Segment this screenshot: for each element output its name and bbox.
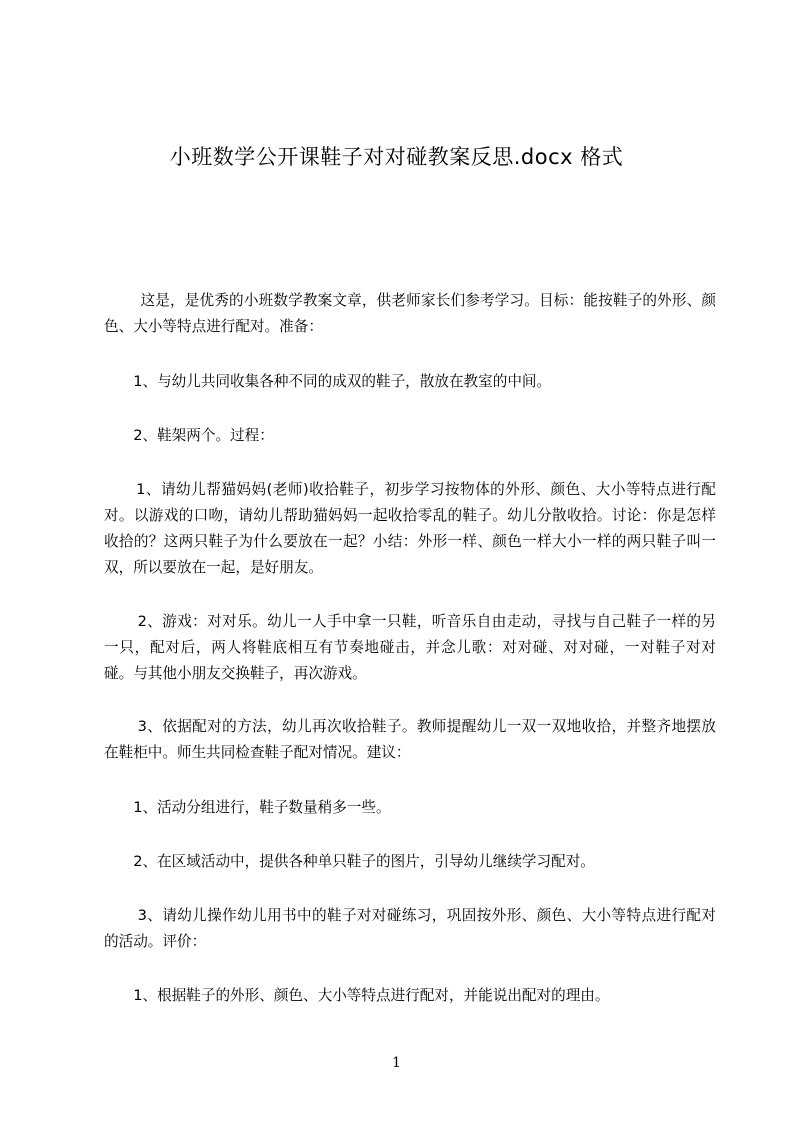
paragraph-prep-2: 2、鞋架两个。过程： [133, 427, 274, 444]
paragraph-suggestion-3: 3、请幼儿操作幼儿用书中的鞋子对对碰练习，巩固按外形、颜色、大小等特点进行配对的活动。评价： [104, 907, 716, 950]
paragraph-prep-1: 1、与幼儿共同收集各种不同的成双的鞋子，散放在教室的中间。 [133, 373, 552, 390]
paragraph-evaluation-1: 1、根据鞋子的外形、颜色、大小等特点进行配对，并能说出配对的理由。 [133, 987, 610, 1004]
paragraph-suggestion-2: 2、在区域活动中，提供各种单只鞋子的图片，引导幼儿继续学习配对。 [133, 853, 595, 870]
page-number: 1 [392, 1055, 401, 1071]
paragraph-suggestion-1: 1、活动分组进行，鞋子数量稍多一些。 [133, 799, 391, 816]
paragraph-process-1: 1、请幼儿帮猫妈妈(老师)收拾鞋子，初步学习按物体的外形、颜色、大小等特点进行配对。以游戏的口吻，请幼儿帮助猫妈妈一起收拾零乱的鞋子。幼儿分散收拾。讨论：你是怎样收拾的？这两只鞋子为什么要放在一起？小结：外形一样、颜色一样大小一样的两只鞋子叫一双，所以要放在一起，是好朋友。 [104, 481, 716, 576]
document-title: 小班数学公开课鞋子对对碰教案反思.docx 格式 [169, 145, 624, 169]
paragraph-process-3: 3、依据配对的方法，幼儿再次收拾鞋子。教师提醒幼儿一双一双地收拾，并整齐地摆放在鞋柜中。师生共同检查鞋子配对情况。建议： [104, 718, 716, 761]
paragraph-process-2: 2、游戏：对对乐。幼儿一人手中拿一只鞋，听音乐自由走动，寻找与自己鞋子一样的另一只，配对后，两人将鞋底相互有节奏地碰击，并念儿歌：对对碰、对对碰，一对鞋子对对碰。与其他小朋友交换鞋子，再次游戏。 [104, 613, 716, 682]
paragraph-intro: 这是，是优秀的小班数学教案文章，供老师家长们参考学习。目标：能按鞋子的外形、颜色、大小等特点进行配对。准备： [104, 292, 716, 335]
